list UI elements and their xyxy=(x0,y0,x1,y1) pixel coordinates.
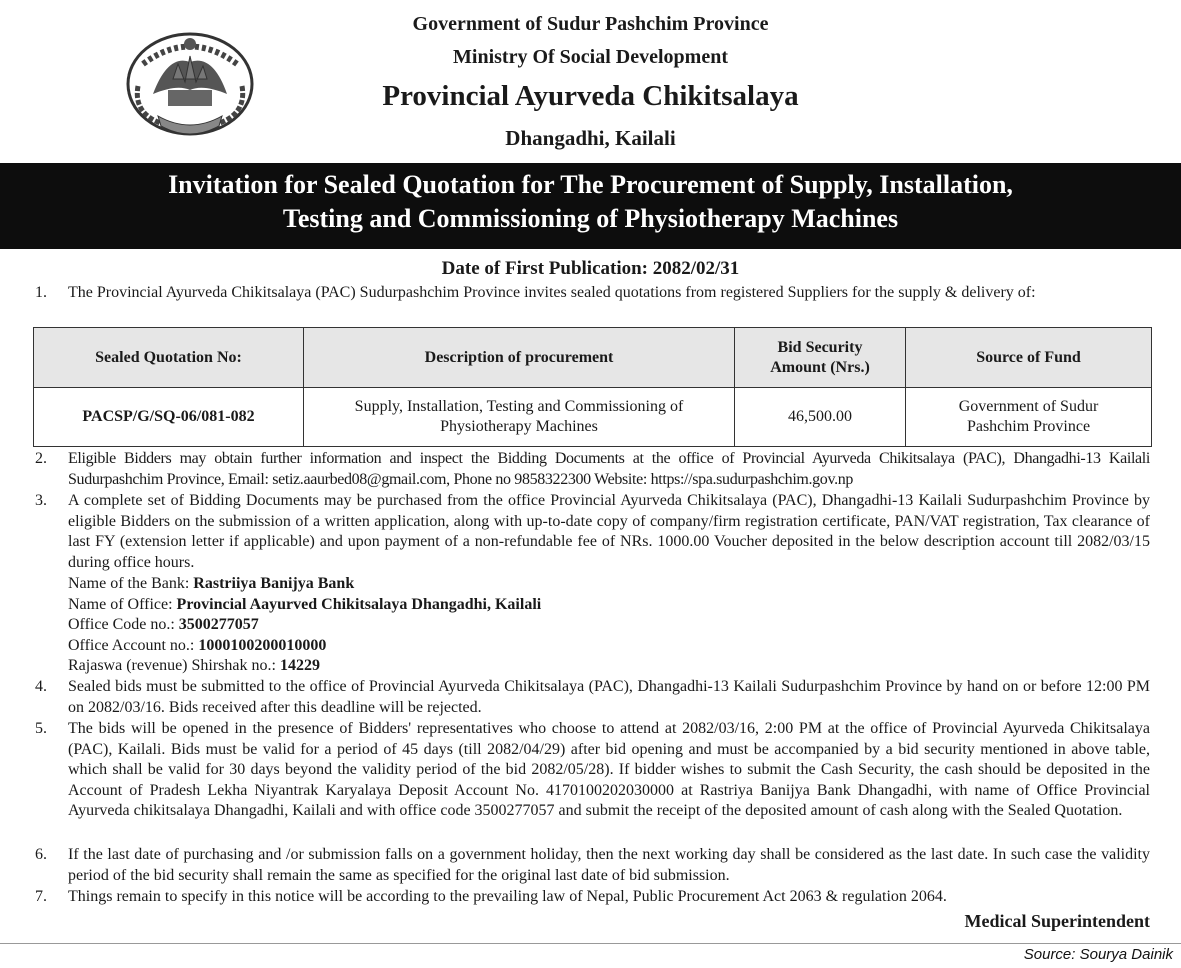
notice-title-line-2: Testing and Commissioning of Physiotherapy Machines xyxy=(282,204,899,233)
office-name: Provincial Ayurveda Chikitsalaya xyxy=(382,80,799,112)
ministry-name: Ministry Of Social Development xyxy=(453,46,728,68)
clause-text: If the last date of purchasing and /or submission falls on a government holiday, then the next working day shall be considered as the last date. In such case the validity period of the bid security shall remain the same as specified for the original last date of bid submission. xyxy=(68,846,1150,884)
clause-text: Eligible Bidders may obtain further information and inspect the Bidding Documents at the office of Provincial Ayurveda Chikitsalaya (PAC), Dhangadhi-13 Kailali Sudurpashchim Province, Email: setiz.aaurbed08@gmail.com, Phone no 9858322300 Website: https://spa.sudurpashchim.gov.np xyxy=(68,450,1150,488)
bank-name-value: Rastriiya Banijya Bank xyxy=(193,575,355,592)
header-quotation-no: Sealed Quotation No: xyxy=(34,328,304,388)
header-description: Description of procurement xyxy=(304,328,735,388)
header-bid-security-line-2: Amount (Nrs.) xyxy=(770,358,870,376)
cell-source-of-fund xyxy=(906,388,1152,447)
header-bid-security-line-1: Bid Security xyxy=(777,338,863,356)
revenue-value: 14229 xyxy=(279,657,320,675)
office-location: Dhangadhi, Kailali xyxy=(505,126,676,150)
bank-name-label: Name of the Bank: xyxy=(68,575,194,592)
clause-number: 3. xyxy=(35,492,47,509)
government-name: Government of Sudur Pashchim Province xyxy=(412,13,769,35)
signature: Medical Superintendent xyxy=(964,911,1150,931)
office-code-line xyxy=(68,615,1150,636)
clause-number: 7. xyxy=(35,888,47,905)
office-account-label: Office Account no.: xyxy=(68,636,199,654)
revenue-line xyxy=(68,656,1150,677)
table-row xyxy=(34,388,1152,447)
cell-description-line-1: Supply, Installation, Testing and Commissioning of xyxy=(354,398,684,415)
source-credit: Source: Sourya Dainik xyxy=(1023,946,1173,963)
clause-number: 5. xyxy=(35,720,47,737)
clause-number: 1. xyxy=(35,284,47,301)
clause-text: Sealed bids must be submitted to the office of Provincial Ayurveda Chikitsalaya (PAC), Dhangadhi-13 Kailali Sudurpashchim Province by hand on or before 12:00 PM on 2082/03/16. Bids received after this deadline will be rejected. xyxy=(68,678,1150,716)
clause-text: The Provincial Ayurveda Chikitsalaya (PAC) Sudurpashchim Province invites sealed quotations from registered Suppliers for the supply & delivery of: xyxy=(68,284,1036,301)
title-band xyxy=(0,163,1181,249)
bank-details-list xyxy=(68,574,1150,677)
office-name-line xyxy=(68,595,1150,616)
office-code-value: 3500277057 xyxy=(178,616,259,634)
clause-text: Things remain to specify in this notice will be according to the prevailing law of Nepal, Public Procurement Act 2063 & regulation 2064. xyxy=(68,888,947,905)
bank-name-line xyxy=(68,574,1150,595)
quotation-table xyxy=(33,327,1152,447)
office-account-line xyxy=(68,636,1150,657)
clause-text: A complete set of Bidding Documents may be purchased from the office Provincial Ayurveda Chikitsalaya (PAC), Dhangadhi-13 Kailali Sudurpashchim Province by eligible Bidders on the submission of a written application, along with up-to-date copy of company/firm registration certificate, PAN/VAT registration, Tax clearance of last FY (extension letter if applicable) and upon payment of a non-refundable fee of NRs. 1000.00 Voucher deposited in the below description account till 2082/03/15 during office hours. xyxy=(68,492,1150,571)
cell-bid-amount: 46,500.00 xyxy=(735,388,906,447)
publication-date: Date of First Publication: 2082/02/31 xyxy=(441,258,740,279)
cell-fund-line-2: Pashchim Province xyxy=(966,418,1091,435)
header-bid-security xyxy=(735,328,906,388)
cell-description xyxy=(304,388,735,447)
cell-description-line-2: Physiotherapy Machines xyxy=(440,418,598,435)
office-code-label: Office Code no.: xyxy=(68,616,179,634)
office-account-value: 1000100200010000 xyxy=(198,636,327,654)
office-name-value: Provincial Aayurved Chikitsalaya Dhangadhi, Kailali xyxy=(176,595,542,613)
office-name-label: Name of Office: xyxy=(68,595,177,613)
clause-number: 6. xyxy=(35,846,47,863)
cell-quotation-no: PACSP/G/SQ-06/081-082 xyxy=(34,388,304,447)
clause-number: 2. xyxy=(35,450,47,467)
revenue-label: Rajaswa (revenue) Shirshak no.: xyxy=(68,657,280,675)
notice-title-line-1: Invitation for Sealed Quotation for The Procurement of Supply, Installation, xyxy=(168,170,1013,199)
header-source-of-fund: Source of Fund xyxy=(906,328,1152,388)
clause-text: The bids will be opened in the presence of Bidders' representatives who choose to attend at 2082/03/16, 2:00 PM at the office of Provincial Ayurveda Chikitsalaya (PAC), Kailali. Bids must be valid for a period of 45 days (till 2082/04/29) after bid opening and must be accompanied by a bid security mentioned in above table, which shall be valid for 30 days beyond the validity period of the bid 2082/05/28). If bidder wishes to submit the Cash Security, the cash should be deposited in the Account of Pradesh Lekha Niyantrak Karyalaya Deposit Account No. 4170100202030000 at Rastriya Banijya Bank Dhangadhi, with name of Office Provincial Ayurveda chikitsalaya Dhangadhi, Kailali and with office code 3500277057 and submit the receipt of the deposited amount of cash along with the Sealed Quotation. xyxy=(68,720,1150,820)
cell-fund-line-1: Government of Sudur xyxy=(958,398,1099,415)
clause-number: 4. xyxy=(35,678,47,695)
table-header-row xyxy=(34,328,1152,388)
